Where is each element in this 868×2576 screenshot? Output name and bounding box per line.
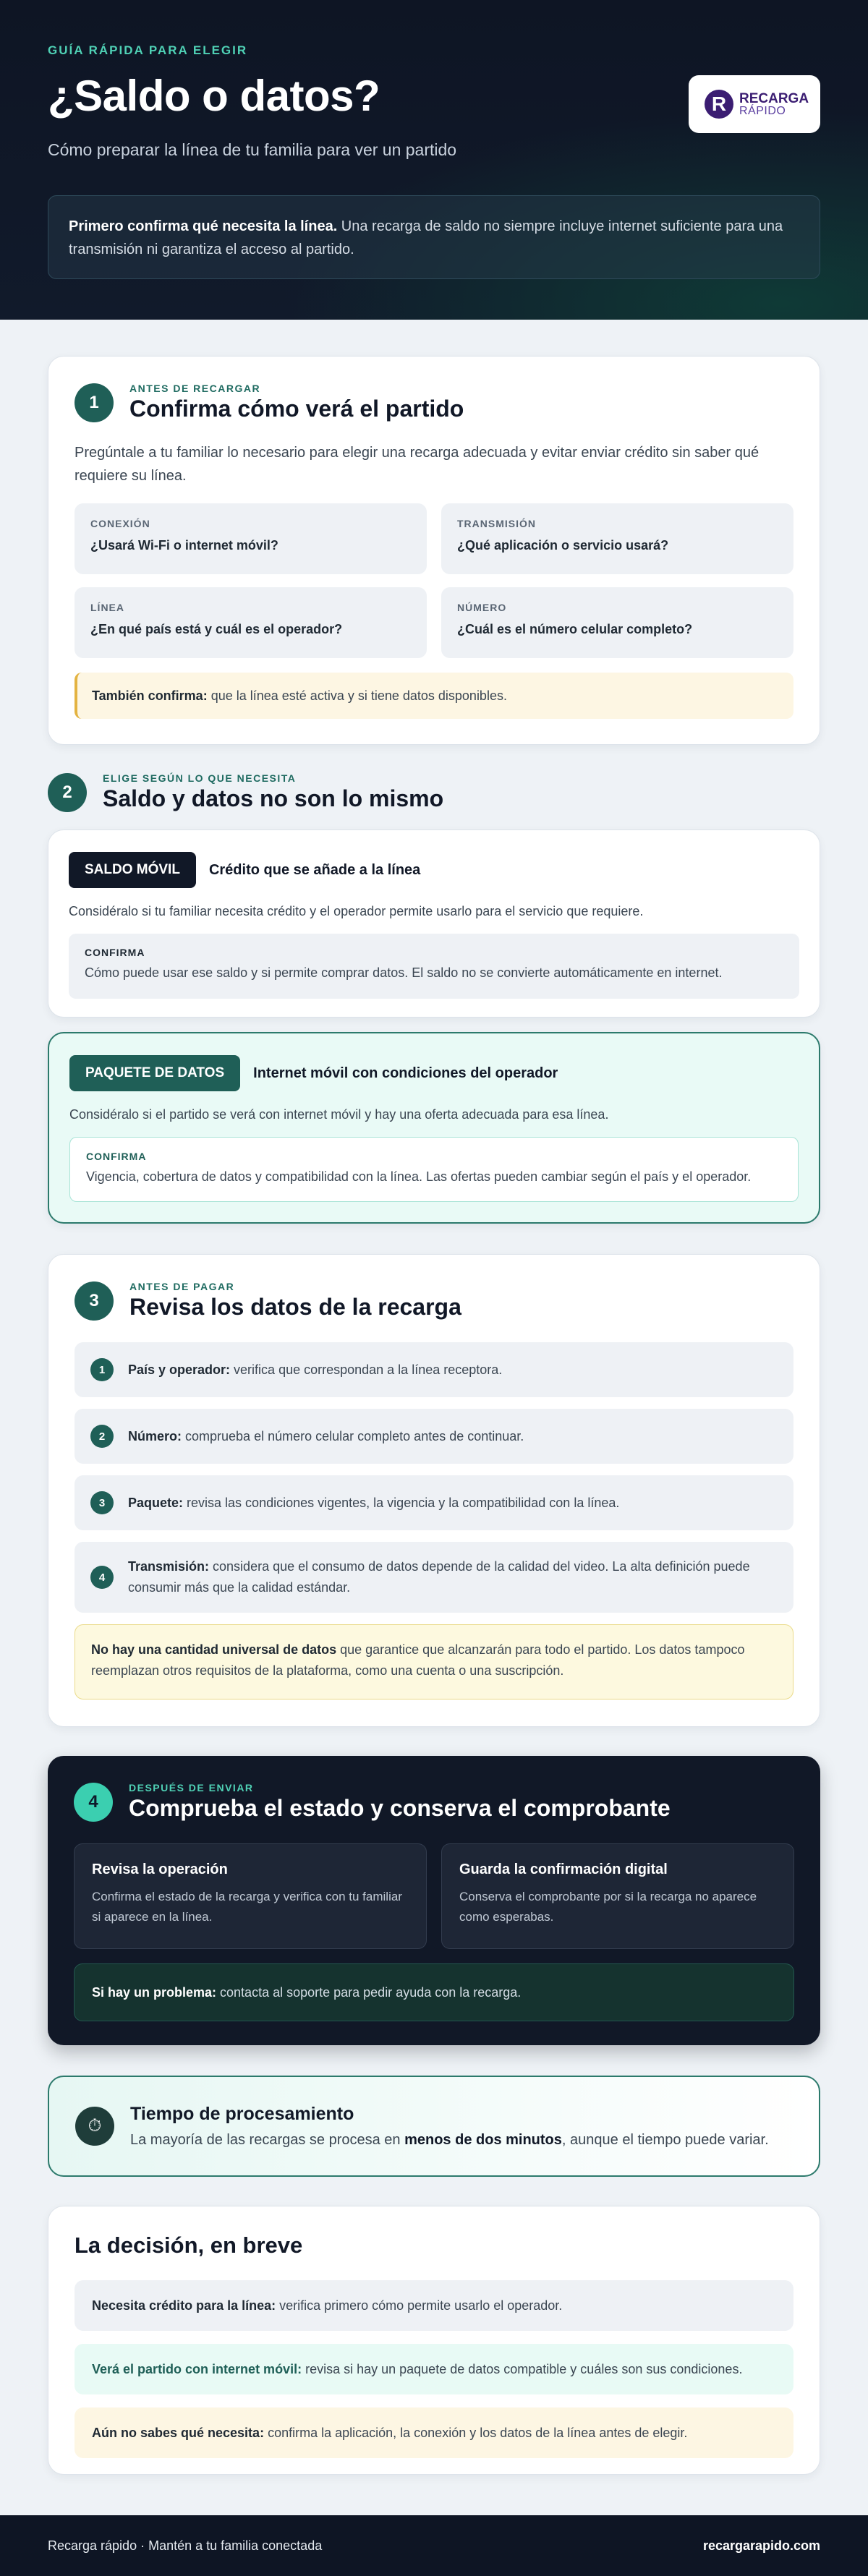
check-bold: Número: [128,1428,182,1443]
section-review-details [48,1254,820,1727]
main-content [0,356,868,2475]
page-title: ¿Saldo o datos? [48,72,380,120]
note-text: que garantice que alcanzarán para todo el partido. Los datos tampoco reemplazan otros requisitos de la plataforma, como una cuenta o una suscripción. [91,1642,745,1678]
check-list [75,1342,793,1613]
check-number: 3 [90,1491,114,1514]
section-header [75,1281,793,1321]
summary-row [75,2407,793,2458]
check-item [75,1542,793,1613]
question-tile-line [75,587,427,658]
check-text: revisa las condiciones vigentes, la vigencia y la compatibilidad con la línea. [183,1495,620,1510]
summary-row [75,2280,793,2331]
hero-note-text: Una recarga de saldo no siempre incluye internet suficiente para una transmisión ni garantiza el acceso al partido. [69,218,783,257]
warn-text: que la línea esté activa y si tiene datos disponibles. [207,688,507,703]
section-intro: Pregúntale a tu familiar lo necesario para elegir una recarga adecuada y evitar enviar crédito sin saber qué requiere su línea. [75,445,760,484]
processing-pre: La mayoría de las recargas se procesa en [130,2132,405,2148]
step-number: 2 [48,773,87,812]
section-title: Confirma cómo verá el partido [129,396,464,422]
check-bold: Transmisión: [128,1559,210,1574]
option-badge: PAQUETE DE DATOS [69,1055,240,1091]
summary-text: confirma la aplicación, la conexión y los datos de la línea antes de elegir. [264,2425,688,2440]
section-header [74,1782,794,1822]
confirm-label: CONFIRMA [86,1151,147,1162]
question-tile-transmission [441,503,793,574]
summary-bold: Verá el partido con internet móvil: [92,2361,302,2376]
step-number: 1 [75,383,114,422]
hero-header [0,0,868,320]
summary-text: verifica primero cómo permite usarlo el operador. [276,2298,563,2313]
check-item [75,1342,793,1397]
check-text: considera que el consumo de datos depende de la calidad del video. La alta definición puede consumir más que la calidad estándar. [128,1559,750,1595]
summary-text: revisa si hay un paquete de datos compatible y cuáles son sus condiciones. [302,2361,743,2376]
support-bold: Si hay un problema: [92,1984,217,2000]
tile-value: ¿Cuál es el número celular completo? [457,622,693,636]
tile-key: TRANSMISIÓN [457,518,536,529]
processing-title: Tiempo de procesamiento [130,2104,354,2124]
summary-bold: Aún no sabes qué necesita: [92,2425,265,2440]
option-name: Internet móvil con condiciones del operador [253,1065,558,1081]
option-description: Considéralo si tu familiar necesita crédito y el operador permite usarlo para el servicio que requiere. [69,904,644,918]
check-item [75,1409,793,1464]
section-title: Comprueba el estado y conserva el comprobante [129,1795,671,1821]
processing-time-box [48,2076,820,2177]
tile-key: LÍNEA [90,602,124,613]
after-send-grid [74,1843,794,1949]
tile-keep-receipt [441,1843,794,1949]
clock-icon: ⏱ [75,2107,114,2146]
page-footer [0,2515,868,2576]
check-text: verifica que correspondan a la línea receptora. [230,1362,503,1377]
hero-subtitle: Cómo preparar la línea de tu familia para ver un partido [48,140,457,159]
option-name: Crédito que se añade a la línea [208,861,421,878]
processing-text [130,2132,769,2149]
tile-value: ¿Usará Wi-Fi o internet móvil? [90,538,278,553]
section-eyebrow: ANTES DE RECARGAR [129,383,261,394]
section-eyebrow: ANTES DE PAGAR [129,1281,235,1292]
confirm-text: Vigencia, cobertura de datos y compatibilidad con la línea. Las ofertas pueden cambiar según el país y el operador. [86,1169,752,1184]
tile-key: NÚMERO [457,602,507,613]
check-number: 1 [90,1358,114,1381]
note-bold: No hay una cantidad universal de datos [91,1642,337,1657]
tile-value: ¿Qué aplicación o servicio usará? [457,538,669,553]
summary-bold: Necesita crédito para la línea: [92,2298,276,2313]
check-item [75,1475,793,1530]
option-mobile-credit [48,829,820,1018]
option-badge: SALDO MÓVIL [69,852,196,888]
check-text: comprueba el número celular completo antes de continuar. [182,1428,524,1443]
confirm-label: CONFIRMA [85,947,145,958]
logo-text [739,92,809,117]
hero-eyebrow: GUÍA RÁPIDA PARA ELEGIR [48,43,248,57]
check-number: 2 [90,1425,114,1448]
logo-line2: RÁPIDO [739,104,786,117]
summary-row [75,2344,793,2394]
check-bold: Paquete: [128,1495,184,1510]
tile-review-operation [74,1843,427,1949]
option-data-package [48,1032,820,1224]
tile-desc: Confirma el estado de la recarga y verifica con tu familiar si aparece en la línea. [92,1890,402,1924]
step-number: 3 [75,1281,114,1321]
hero-note [48,195,820,279]
processing-post: , aunque el tiempo puede variar. [561,2132,769,2148]
check-bold: País y operador: [128,1362,231,1377]
option-confirm-box [69,934,799,999]
section-title: Saldo y datos no son lo mismo [103,785,444,811]
check-number: 4 [90,1566,114,1589]
section-after-send [48,1756,820,2045]
tile-title: Guarda la confirmación digital [459,1861,668,1877]
support-text: contacta al soporte para pedir ayuda con la recarga. [216,1984,522,2000]
data-warning-note [75,1624,793,1699]
logo-line1: RECARGA [739,90,809,106]
option-confirm-box [69,1137,799,1202]
step-number: 4 [74,1783,113,1822]
tile-desc: Conserva el comprobante por si la recarga no aparece como esperabas. [459,1890,757,1924]
tile-title: Revisa la operación [92,1861,228,1877]
also-confirm-note [75,673,793,719]
question-tile-number [441,587,793,658]
summary-card [48,2206,820,2475]
confirm-text: Cómo puede usar ese saldo y si permite comprar datos. El saldo no se convierte automáticamente en internet. [85,965,723,980]
question-grid [75,503,793,658]
section-title: Revisa los datos de la recarga [129,1294,461,1320]
brand-logo[interactable] [689,75,820,133]
logo-mark-icon: R [705,90,733,119]
summary-title: La decisión, en breve [75,2232,303,2258]
warn-bold: También confirma: [92,688,208,703]
section-confirm-view [48,356,820,745]
support-note [74,1963,794,2021]
section-header [75,383,793,422]
option-description: Considéralo si el partido se verá con internet móvil y hay una oferta adecuada para esa línea. [69,1107,609,1122]
section-eyebrow: ELIGE SEGÚN LO QUE NECESITA [103,772,297,784]
tile-key: CONEXIÓN [90,518,150,529]
section-choose-header [48,772,820,812]
footer-tagline: Recarga rápido · Mantén a tu familia conectada [48,2538,323,2553]
tile-value: ¿En qué país está y cuál es el operador? [90,622,343,636]
processing-bold: menos de dos minutos [404,2132,562,2148]
question-tile-connection [75,503,427,574]
hero-note-bold: Primero confirma qué necesita la línea. [69,218,338,234]
section-eyebrow: DESPUÉS DE ENVIAR [129,1782,254,1794]
footer-website-link[interactable]: recargarapido.com [702,2538,820,2553]
